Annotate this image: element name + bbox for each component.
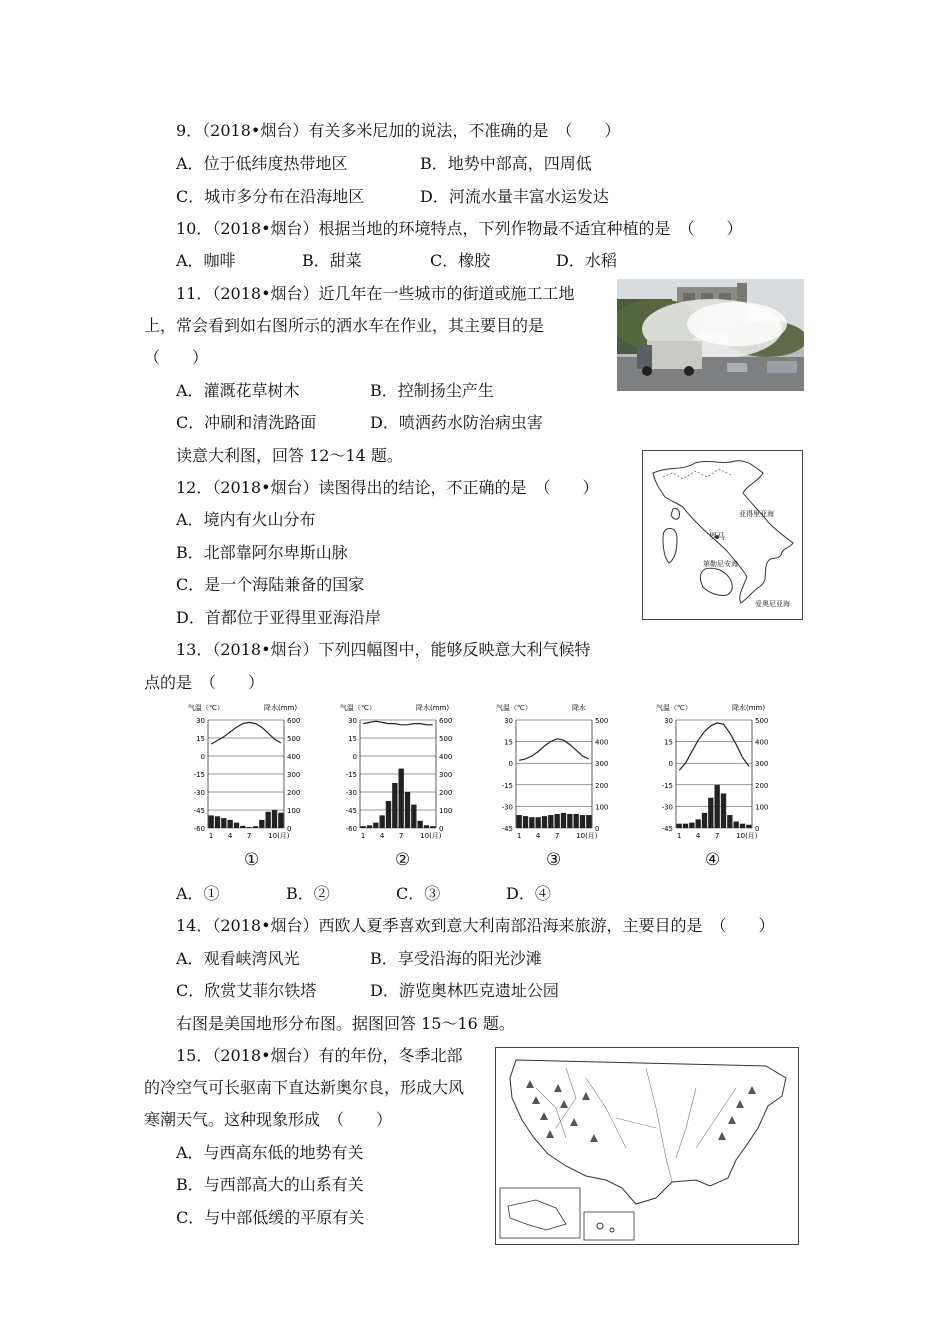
q12-option-c: C．是一个海陆兼备的国家 bbox=[176, 575, 365, 594]
q9-option-b: B．地势中部高，四周低 bbox=[420, 154, 592, 173]
q15-option-c: C．与中部低缓的平原有关 bbox=[176, 1208, 365, 1227]
q11-option-a: A．灌溉花草树木 bbox=[176, 381, 300, 400]
precip-tick-label: 300 bbox=[439, 771, 453, 779]
precip-tick-label: 300 bbox=[595, 760, 609, 769]
q10-option-b: B．甜菜 bbox=[302, 251, 362, 270]
temp-tick-label: 30 bbox=[196, 717, 205, 725]
temp-axis-title: 气温（℃） bbox=[656, 704, 692, 712]
month-label: 10(月) bbox=[736, 832, 758, 840]
temp-tick-label: -15 bbox=[501, 781, 513, 790]
q15-line2: 的冷空气可长驱南下直达新奥尔良，形成大风 bbox=[144, 1078, 465, 1097]
map-label-ionian: 爱奥尼亚海 bbox=[755, 600, 790, 608]
precip-bar bbox=[567, 814, 572, 828]
q10-option-a: A．咖啡 bbox=[176, 251, 236, 270]
precip-tick-label: 500 bbox=[287, 735, 301, 743]
climate-chart-3 bbox=[494, 700, 618, 845]
q11-option-c: C．冲刷和清洗路面 bbox=[176, 413, 317, 432]
precip-bar bbox=[259, 820, 264, 828]
precip-bar bbox=[574, 814, 579, 828]
precip-bar bbox=[734, 822, 739, 828]
precip-tick-label: 0 bbox=[287, 825, 292, 833]
q13-option-c: C．③ bbox=[396, 884, 441, 903]
temp-tick-label: -60 bbox=[345, 825, 357, 833]
q14-option-d: D．游览奥林匹克遗址公园 bbox=[370, 981, 559, 1000]
precip-bar bbox=[380, 815, 385, 828]
q9-option-c: C．城市多分布在沿海地区 bbox=[176, 187, 365, 206]
precip-tick-label: 100 bbox=[755, 803, 769, 812]
temp-tick-label: 0 bbox=[352, 753, 357, 761]
precip-tick-label: 400 bbox=[287, 753, 301, 761]
q12-option-d: D．首都位于亚得里亚海沿岸 bbox=[176, 608, 381, 627]
precip-bar bbox=[399, 769, 404, 828]
precip-bar bbox=[247, 827, 252, 828]
q13-option-a: A．① bbox=[176, 884, 220, 903]
precip-bar bbox=[266, 812, 271, 828]
precip-tick-label: 300 bbox=[755, 760, 769, 769]
precip-tick-label: 600 bbox=[439, 717, 453, 725]
precip-tick-label: 500 bbox=[755, 717, 769, 725]
precip-bar bbox=[253, 826, 258, 828]
temp-tick-label: 0 bbox=[200, 753, 205, 761]
precip-bar bbox=[696, 819, 701, 828]
temp-tick-label: 0 bbox=[508, 760, 513, 769]
temp-tick-label: -30 bbox=[345, 789, 357, 797]
temp-tick-label: 15 bbox=[196, 735, 205, 743]
climate-chart-1 bbox=[186, 700, 310, 845]
precip-tick-label: 500 bbox=[439, 735, 453, 743]
temp-tick-label: 15 bbox=[664, 738, 673, 747]
precip-axis-title: 降水(mm) bbox=[264, 704, 298, 712]
precip-tick-label: 400 bbox=[755, 738, 769, 747]
month-label: 4 bbox=[379, 832, 385, 840]
q14-stem: 14．（2018•烟台）西欧人夏季喜欢到意大利南部沿海来旅游，主要目的是 （ ） bbox=[176, 916, 775, 935]
temp-tick-label: -30 bbox=[501, 803, 513, 812]
precip-bar bbox=[411, 805, 416, 828]
precip-bar bbox=[240, 826, 245, 828]
month-label: 7 bbox=[714, 832, 720, 840]
temp-tick-label: -45 bbox=[661, 825, 673, 833]
q10-option-c: C．橡胶 bbox=[430, 251, 491, 270]
precip-bar bbox=[727, 815, 732, 828]
precip-bar bbox=[209, 815, 214, 828]
q9-stem: 9．（2018•烟台）有关多米尼加的说法，不准确的是 （ ） bbox=[176, 121, 621, 140]
precip-bar bbox=[405, 792, 410, 828]
precip-bar bbox=[228, 820, 233, 828]
precip-bar bbox=[721, 793, 726, 828]
italy-map bbox=[642, 450, 803, 620]
temp-tick-label: -45 bbox=[345, 807, 357, 815]
precip-bar bbox=[424, 825, 429, 828]
q13-line2: 点的是 （ ） bbox=[144, 673, 265, 692]
month-label: 4 bbox=[695, 832, 701, 840]
precip-bar bbox=[536, 817, 541, 828]
temperature-line bbox=[211, 722, 281, 744]
precip-bar bbox=[677, 824, 682, 828]
month-label: 1 bbox=[516, 832, 522, 840]
precip-bar bbox=[278, 813, 283, 828]
precip-bar bbox=[740, 824, 745, 828]
q9-option-d: D．河流水量丰富水运发达 bbox=[420, 187, 609, 206]
q15-option-a: A．与西高东低的地势有关 bbox=[176, 1143, 364, 1162]
climate-chart-4 bbox=[654, 700, 778, 845]
climate-chart-2 bbox=[338, 700, 462, 845]
precip-tick-label: 600 bbox=[287, 717, 301, 725]
precip-bar bbox=[529, 817, 534, 828]
temp-tick-label: 15 bbox=[504, 738, 513, 747]
q13-option-b: B．② bbox=[286, 884, 330, 903]
month-label: 4 bbox=[227, 832, 233, 840]
month-label: 7 bbox=[246, 832, 252, 840]
q14-option-a: A．观看峡湾风光 bbox=[176, 949, 300, 968]
q15-line1: 15．（2018•烟台）有的年份，冬季北部 bbox=[176, 1046, 463, 1065]
precip-bar bbox=[272, 810, 277, 828]
temp-axis-title: 气温（℃） bbox=[496, 704, 532, 712]
precip-axis-title: 降水(mm) bbox=[732, 704, 766, 712]
map-label-adriatic: 亚得里亚海 bbox=[739, 510, 774, 518]
temp-tick-label: -45 bbox=[501, 825, 513, 833]
precip-tick-label: 200 bbox=[287, 789, 301, 797]
precip-bar bbox=[234, 823, 239, 828]
month-label: 10(月) bbox=[576, 832, 598, 840]
precip-bar bbox=[430, 826, 435, 828]
temp-tick-label: -15 bbox=[661, 781, 673, 790]
precip-bar bbox=[586, 815, 591, 828]
q10-stem: 10．（2018•烟台）根据当地的环境特点，下列作物最不适宜种植的是 （ ） bbox=[176, 219, 743, 238]
temp-tick-label: -30 bbox=[661, 803, 673, 812]
q13-option-d: D．④ bbox=[506, 884, 551, 903]
month-label: 7 bbox=[554, 832, 560, 840]
q12-stem: 12．（2018•烟台）读图得出的结论，不正确的是 （ ） bbox=[176, 478, 599, 497]
temperature-line bbox=[363, 721, 433, 725]
temp-tick-label: -45 bbox=[193, 807, 205, 815]
precip-bar bbox=[215, 816, 220, 828]
q11-option-b: B．控制扬尘产生 bbox=[370, 381, 494, 400]
precip-tick-label: 400 bbox=[595, 738, 609, 747]
precip-tick-label: 0 bbox=[755, 825, 760, 833]
temp-tick-label: -60 bbox=[193, 825, 205, 833]
temp-tick-label: 0 bbox=[668, 760, 673, 769]
precip-tick-label: 500 bbox=[595, 717, 609, 725]
temperature-line bbox=[519, 739, 589, 761]
chart-caption-3: ③ bbox=[546, 850, 562, 870]
sprinkler-truck-photo bbox=[617, 279, 804, 391]
precip-axis-title: 降水(mm) bbox=[416, 704, 450, 712]
month-label: 1 bbox=[208, 832, 214, 840]
precip-bar bbox=[361, 826, 366, 828]
q11-line1: 11．（2018•烟台）近几年在一些城市的街道或施工工地 bbox=[176, 284, 575, 303]
intro-15-16: 右图是美国地形分布图。据图回答 15～16 题。 bbox=[176, 1014, 515, 1033]
precip-bar bbox=[373, 823, 378, 828]
precip-bar bbox=[367, 825, 372, 828]
temp-axis-title: 气温（℃） bbox=[188, 704, 224, 712]
precip-tick-label: 100 bbox=[287, 807, 301, 815]
precip-bar bbox=[580, 815, 585, 828]
precip-bar bbox=[548, 815, 553, 828]
q14-option-b: B．享受沿海的阳光沙滩 bbox=[370, 949, 542, 968]
precip-tick-label: 100 bbox=[439, 807, 453, 815]
q15-line3: 寒潮天气。这种现象形成 （ ） bbox=[144, 1110, 393, 1129]
month-label: 1 bbox=[360, 832, 366, 840]
q11-line3: （ ） bbox=[144, 348, 209, 367]
precip-bar bbox=[561, 813, 566, 828]
precip-tick-label: 200 bbox=[755, 781, 769, 790]
precip-tick-label: 400 bbox=[439, 753, 453, 761]
map-label-rome: 罗马 bbox=[709, 532, 725, 541]
q9-option-a: A．位于低纬度热带地区 bbox=[176, 154, 348, 173]
month-label: 10(月) bbox=[268, 832, 290, 840]
precip-tick-label: 0 bbox=[595, 825, 600, 833]
intro-12-14: 读意大利图，回答 12～14 题。 bbox=[176, 446, 403, 465]
month-label: 4 bbox=[535, 832, 541, 840]
precip-bar bbox=[392, 783, 397, 828]
q15-option-b: B．与西部高大的山系有关 bbox=[176, 1175, 364, 1194]
precip-bar bbox=[386, 801, 391, 828]
temp-tick-label: 30 bbox=[664, 717, 673, 725]
month-label: 10(月) bbox=[420, 832, 442, 840]
temp-tick-label: 15 bbox=[348, 735, 357, 743]
precip-axis-title: 降水 bbox=[572, 704, 586, 712]
precip-tick-label: 200 bbox=[439, 789, 453, 797]
precip-bar bbox=[542, 816, 547, 828]
precip-tick-label: 300 bbox=[287, 771, 301, 779]
q12-option-b: B．北部靠阿尔卑斯山脉 bbox=[176, 543, 348, 562]
temp-tick-label: -15 bbox=[345, 771, 357, 779]
precip-tick-label: 0 bbox=[439, 825, 444, 833]
precip-bar bbox=[517, 815, 522, 828]
precip-bar bbox=[221, 818, 226, 828]
precip-bar bbox=[702, 813, 707, 828]
precip-bar bbox=[523, 816, 528, 828]
temp-tick-label: 30 bbox=[504, 717, 513, 725]
precip-bar bbox=[746, 825, 751, 828]
q13-line1: 13．（2018•烟台）下列四幅图中，能够反映意大利气候特 bbox=[176, 640, 591, 659]
month-label: 1 bbox=[676, 832, 682, 840]
chart-caption-1: ① bbox=[244, 850, 260, 870]
precip-bar bbox=[715, 785, 720, 828]
q11-line2: 上，常会看到如右图所示的洒水车在作业，其主要目的是 bbox=[144, 316, 545, 335]
temp-tick-label: -30 bbox=[193, 789, 205, 797]
temp-tick-label: 30 bbox=[348, 717, 357, 725]
q10-option-d: D．水稻 bbox=[556, 251, 617, 270]
q11-option-d: D．喷洒药水防治病虫害 bbox=[370, 413, 543, 432]
precip-tick-label: 100 bbox=[595, 803, 609, 812]
precip-tick-label: 200 bbox=[595, 781, 609, 790]
precip-bar bbox=[708, 798, 713, 828]
month-label: 7 bbox=[398, 832, 404, 840]
temp-axis-title: 气温（℃） bbox=[340, 704, 376, 712]
q14-option-c: C．欣赏艾菲尔铁塔 bbox=[176, 981, 317, 1000]
precip-bar bbox=[683, 824, 688, 828]
temp-tick-label: -15 bbox=[193, 771, 205, 779]
map-label-tyrrhenian: 第勒尼安海 bbox=[703, 560, 738, 568]
precip-bar bbox=[418, 821, 423, 828]
precip-bar bbox=[689, 823, 694, 828]
q12-option-a: A．境内有火山分布 bbox=[176, 510, 316, 529]
precip-bar bbox=[555, 814, 560, 828]
chart-caption-4: ④ bbox=[705, 850, 721, 870]
usa-terrain-map bbox=[495, 1047, 799, 1245]
chart-caption-2: ② bbox=[395, 850, 411, 870]
